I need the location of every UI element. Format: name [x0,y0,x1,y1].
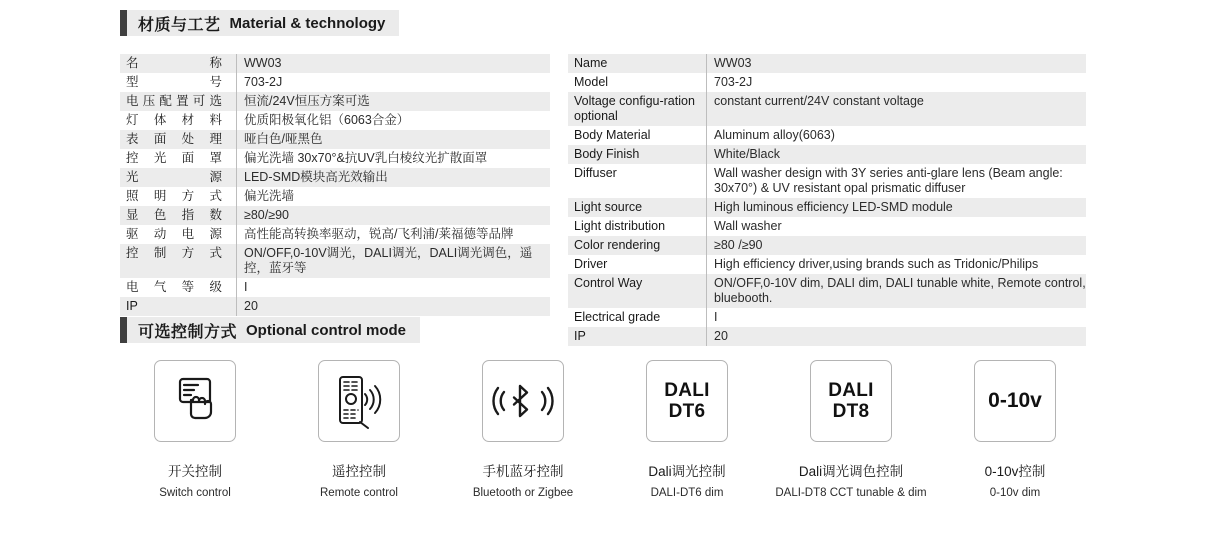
spec-key: 表 面 处 理 [120,130,237,149]
table-row [120,111,550,130]
spec-value: WW03 [237,54,551,73]
spec-key: Color rendering [568,236,707,255]
spec-value: White/Black [707,145,1087,164]
table-row [120,187,550,206]
dali-dt8-line2: DT8 [832,401,870,422]
spec-value: LED-SMD模块高光效输出 [237,168,551,187]
spec-key: Model [574,75,609,89]
remote-control-icon [318,360,400,442]
spec-key: IP [120,297,237,316]
table-row [120,73,550,92]
table-row [120,278,550,297]
control-mode-label-cn: 0-10v控制 [984,464,1046,479]
table-row [568,54,1086,73]
table-row [568,217,1086,236]
table-row [568,327,1086,346]
spec-key: 名 称 [120,54,237,73]
spec-value: I [237,278,551,297]
section-header-material [120,10,399,36]
control-mode-label-en: Switch control [159,487,231,499]
spec-value: 哑白色/哑黑色 [237,130,551,149]
control-mode-dali-dt8[interactable] [776,360,926,499]
dali-dt6-text [664,380,710,422]
spec-value: 偏光洗墙 [237,187,551,206]
table-row [120,225,550,244]
spec-key: Electrical grade [574,310,661,324]
spec-key: 灯 体 材 料 [126,113,222,127]
zero-to-ten-volt-icon [974,360,1056,442]
table-row [568,126,1086,145]
control-mode-label-en: DALI-DT6 dim [650,487,724,499]
spec-value: 恒流/24V恒压方案可选 [237,92,551,111]
spec-value: 703-2J [237,73,551,92]
bluetooth-wireless-icon [482,360,564,442]
spec-key: 控 制 方 式 [120,244,237,278]
spec-table-en [568,54,1086,346]
table-row [120,149,550,168]
spec-key: Control Way [568,274,707,308]
spec-value: ≥80 /≥90 [707,236,1087,255]
spec-key: 电压配置可选 [120,92,237,111]
spec-value: Wall washer design with 3Y series anti-glare lens (Beam angle: 30x70°) & UV resistant opal prismatic diffuser [707,164,1087,198]
table-row [568,145,1086,164]
header-accent-bar [120,10,127,36]
spec-key: Diffuser [574,166,617,180]
spec-key: 电 气 等 级 [126,280,222,294]
spec-key: Light distribution [574,219,666,233]
dali-dt8-text [828,380,874,422]
spec-value: High luminous efficiency LED-SMD module [707,198,1087,217]
control-mode-bluetooth[interactable] [448,360,598,499]
spec-value: Aluminum alloy(6063) [707,126,1087,145]
header-accent-bar [120,317,127,343]
table-row [120,54,550,73]
spec-value: 偏光洗墙 30x70°&抗UV乳白棱纹光扩散面罩 [237,149,551,168]
hand-touch-icon [154,360,236,442]
control-mode-list [120,360,1090,499]
table-row [120,168,550,187]
spec-value: 20 [237,297,551,316]
control-mode-dali-dt6[interactable] [612,360,762,499]
spec-key: Body Material [574,128,651,142]
control-mode-remote[interactable] [284,360,434,499]
control-mode-label-en: DALI-DT8 CCT tunable & dim [775,487,927,499]
table-row [568,164,1086,198]
spec-key: 显 色 指 数 [120,206,237,225]
spec-value: ≥80/≥90 [237,206,551,225]
control-mode-label-cn: Dali调光调色控制 [798,464,904,479]
spec-value: Wall washer [707,217,1087,236]
control-mode-label-en: Bluetooth or Zigbee [472,487,574,499]
section-title-en: Optional control mode [246,321,407,339]
control-mode-label-en: Remote control [320,487,398,499]
dali-dt6-line2: DT6 [668,401,706,422]
spec-key: Voltage configu-ration optional [568,92,707,126]
control-mode-label-cn: 开关控制 [168,464,222,479]
control-mode-label-en: 0-10v dim [989,487,1041,499]
control-mode-label-cn: 手机蓝牙控制 [482,464,564,479]
table-row [568,73,1086,92]
dali-dt6-icon [646,360,728,442]
spec-value: ON/OFF,0-10V调光，DALI调光，DALI调光调色，遥控，蓝牙等 [237,244,551,278]
table-row [120,206,550,225]
spec-value: 703-2J [707,73,1087,92]
table-row [120,130,550,149]
spec-key: Driver [574,257,608,271]
table-row [568,274,1086,308]
spec-table-cn [120,54,550,316]
control-mode-switch[interactable] [120,360,270,499]
spec-value: WW03 [707,54,1087,73]
table-row [568,198,1086,217]
spec-value: I [707,308,1087,327]
spec-key: Name [568,54,707,73]
spec-value: constant current/24V constant voltage [707,92,1087,126]
spec-value: 20 [707,327,1087,346]
dali-dt6-line1: DALI [664,380,710,401]
spec-key: 照 明 方 式 [126,189,222,203]
spec-key: 型 号 [126,75,222,89]
spec-value: 高性能高转换率驱动，锐高/飞利浦/莱福德等品牌 [237,225,551,244]
spec-key: 驱 动 电 源 [126,227,222,241]
dali-dt8-line1: DALI [828,380,874,401]
section-title-cn: 材质与工艺 [138,16,221,34]
section-title-cn: 可选控制方式 [138,323,238,341]
spec-value: ON/OFF,0-10V dim, DALI dim, DALI tunable white, Remote control, bluebooth. [707,274,1087,308]
zero-to-ten-volt-text: 0-10v [988,389,1042,412]
spec-key: 光 源 [120,168,237,187]
table-row [568,255,1086,274]
spec-key: 控 光 面 罩 [126,151,222,165]
table-row [568,92,1086,126]
dali-dt8-icon [810,360,892,442]
table-row [120,244,550,278]
table-row [120,297,550,316]
spec-key: IP [568,327,707,346]
table-row [120,92,550,111]
table-row [568,308,1086,327]
control-mode-0-10v[interactable] [940,360,1090,499]
control-mode-label-cn: 遥控控制 [332,464,386,479]
spec-value: High efficiency driver,using brands such as Tridonic/Philips [707,255,1087,274]
spec-key: Body Finish [568,145,707,164]
spec-key: Light source [568,198,707,217]
table-row [568,236,1086,255]
section-title-en: Material & technology [229,14,386,32]
control-mode-label-cn: Dali调光控制 [648,464,726,479]
section-header-control-mode [120,317,420,343]
spec-value: 优质阳极氧化铝（6063合金） [237,111,551,130]
